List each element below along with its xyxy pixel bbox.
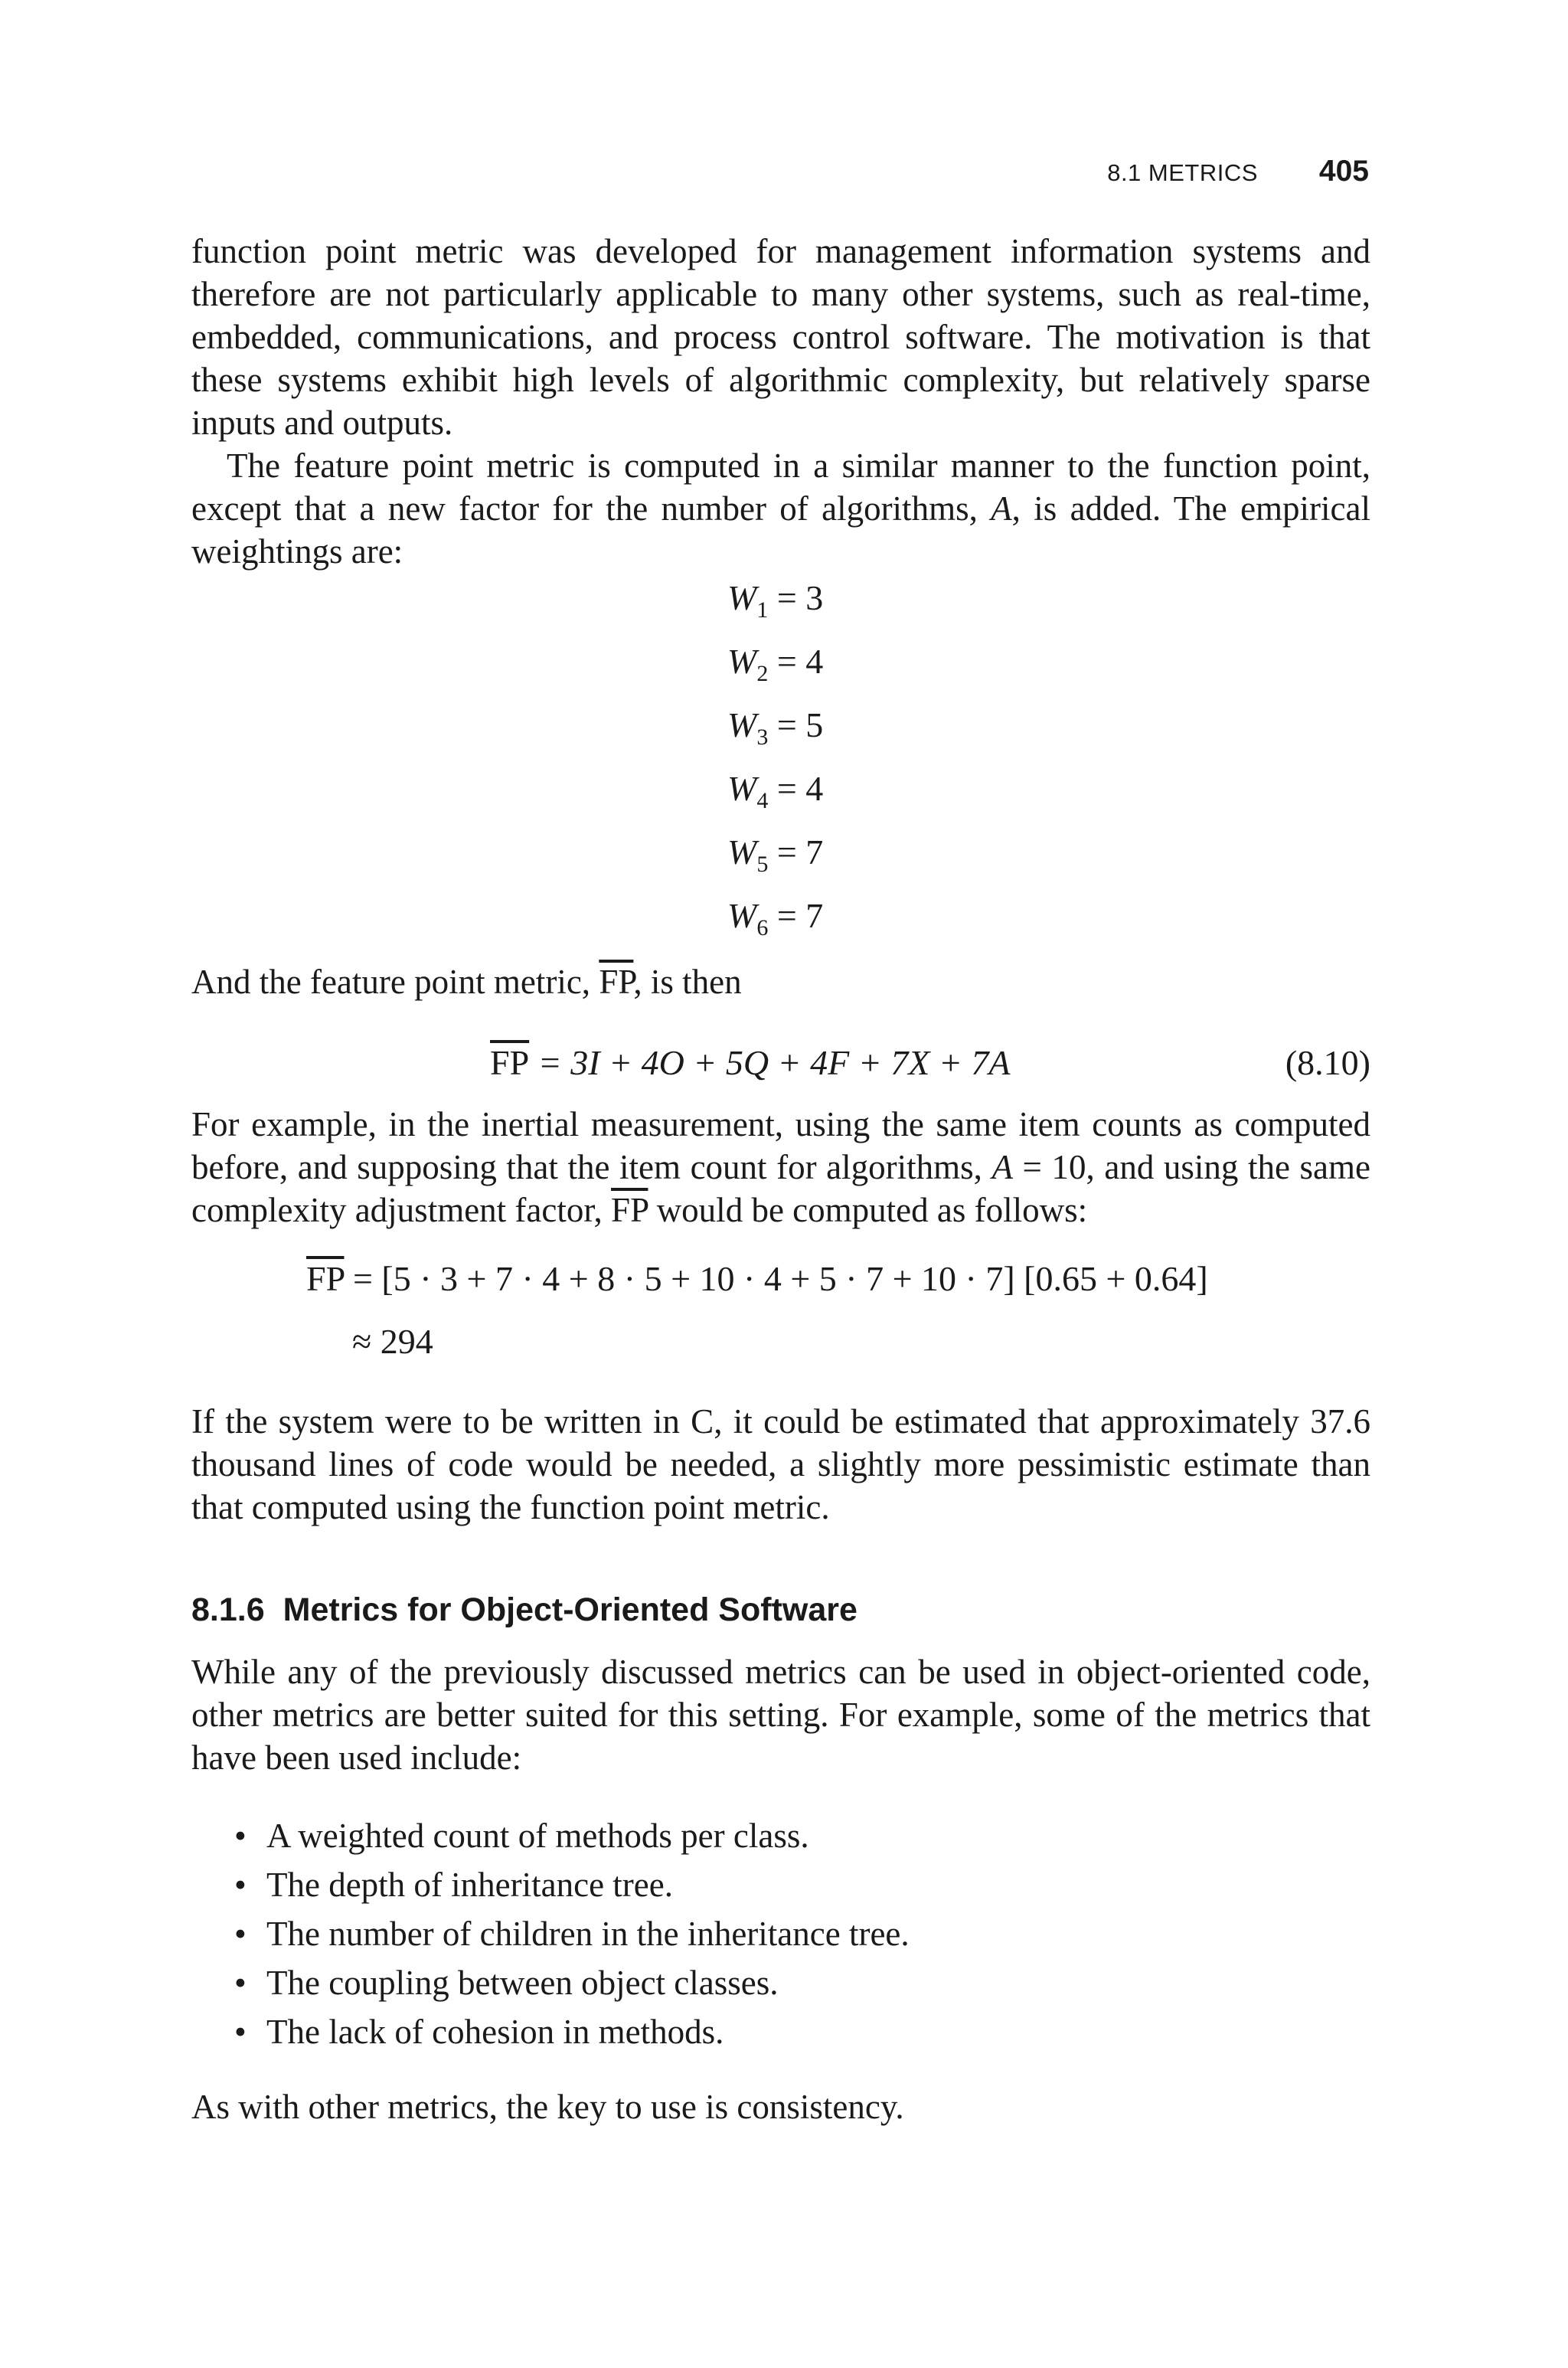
weight-row: $W_4 = 4$ bbox=[727, 769, 824, 814]
section-heading: 8.1.6 Metrics for Object-Oriented Software bbox=[191, 1591, 858, 1628]
paragraph-2: The feature point metric is computed in a similar manner to the function point, except that a new factor for the number of algorithms, A, is added. The empirical weightings are: bbox=[191, 446, 1370, 571]
paragraph-4: For example, in the inertial measurement, using the same item counts as computed before, and supposing that the item count for algorithms, A = 10, and using the same complexity adjustment factor, $\overline{FP}$ would be computed as follows: bbox=[191, 1105, 1370, 1229]
paragraph-7: As with other metrics, the key to use is consistency. bbox=[191, 2088, 904, 2126]
list-item: • The coupling between object classes. bbox=[234, 1964, 779, 2002]
paragraph-6: While any of the previously discussed metrics can be used in object-oriented code, other metrics are better suited for this setting. For example, some of the metrics that have been used include: bbox=[191, 1653, 1370, 1777]
equation-expression: $\overline{FP} = 3I + 4O + 5Q + 4F + 7X + 7A$ bbox=[490, 1043, 1011, 1082]
paragraph-1: function point metric was developed for management information systems and therefore are not particularly applicable to many other systems, such as real-time, embedded, communications, and process control software. The motivation is that these systems exhibit high levels of algorithmic complexity, but relatively sparse inputs and outputs. bbox=[191, 232, 1370, 442]
list-item: • The lack of cohesion in methods. bbox=[234, 2013, 724, 2051]
page-number: 405 bbox=[1318, 155, 1369, 188]
weight-row: $W_3 = 5$ bbox=[727, 705, 824, 751]
equation-number: (8.10) bbox=[1285, 1043, 1370, 1082]
weight-list bbox=[191, 579, 1370, 960]
example-line-1: $\overline{FP} = [5 \cdot 3 + 7 \cdot 4 + 8 \cdot 5 + 10 \cdot 4 + 5 \cdot 7 + 10 \cdot 7] [0.65 + 0.64]$ bbox=[306, 1259, 1208, 1298]
example-line-2: ≈ 294 bbox=[352, 1322, 433, 1361]
weight-row: $W_2 = 4$ bbox=[727, 642, 824, 687]
list-item: • The depth of inheritance tree. bbox=[234, 1866, 673, 1904]
paragraph-5: If the system were to be written in C, it could be estimated that approximately 37.6 thousand lines of code would be needed, a slightly more pessimistic estimate than that computed using the function point metric. bbox=[191, 1402, 1370, 1526]
weight-row: $W_5 = 7$ bbox=[727, 832, 824, 878]
paragraph-3: And the feature point metric, $\overline{FP}$, is then bbox=[191, 963, 742, 1001]
weight-row: $W_1 = 3$ bbox=[727, 578, 824, 623]
weight-row: $W_6 = 7$ bbox=[727, 896, 824, 941]
list-item: • A weighted count of methods per class. bbox=[234, 1817, 809, 1855]
list-item: • The number of children in the inheritance tree. bbox=[234, 1915, 910, 1953]
equation-8-10 bbox=[191, 1026, 1370, 1103]
running-header bbox=[1107, 155, 1369, 188]
page-body bbox=[191, 230, 1370, 2128]
metrics-list bbox=[191, 1811, 1370, 2056]
header-section: 8.1 METRICS bbox=[1107, 159, 1258, 186]
worked-example bbox=[191, 1247, 1370, 1377]
